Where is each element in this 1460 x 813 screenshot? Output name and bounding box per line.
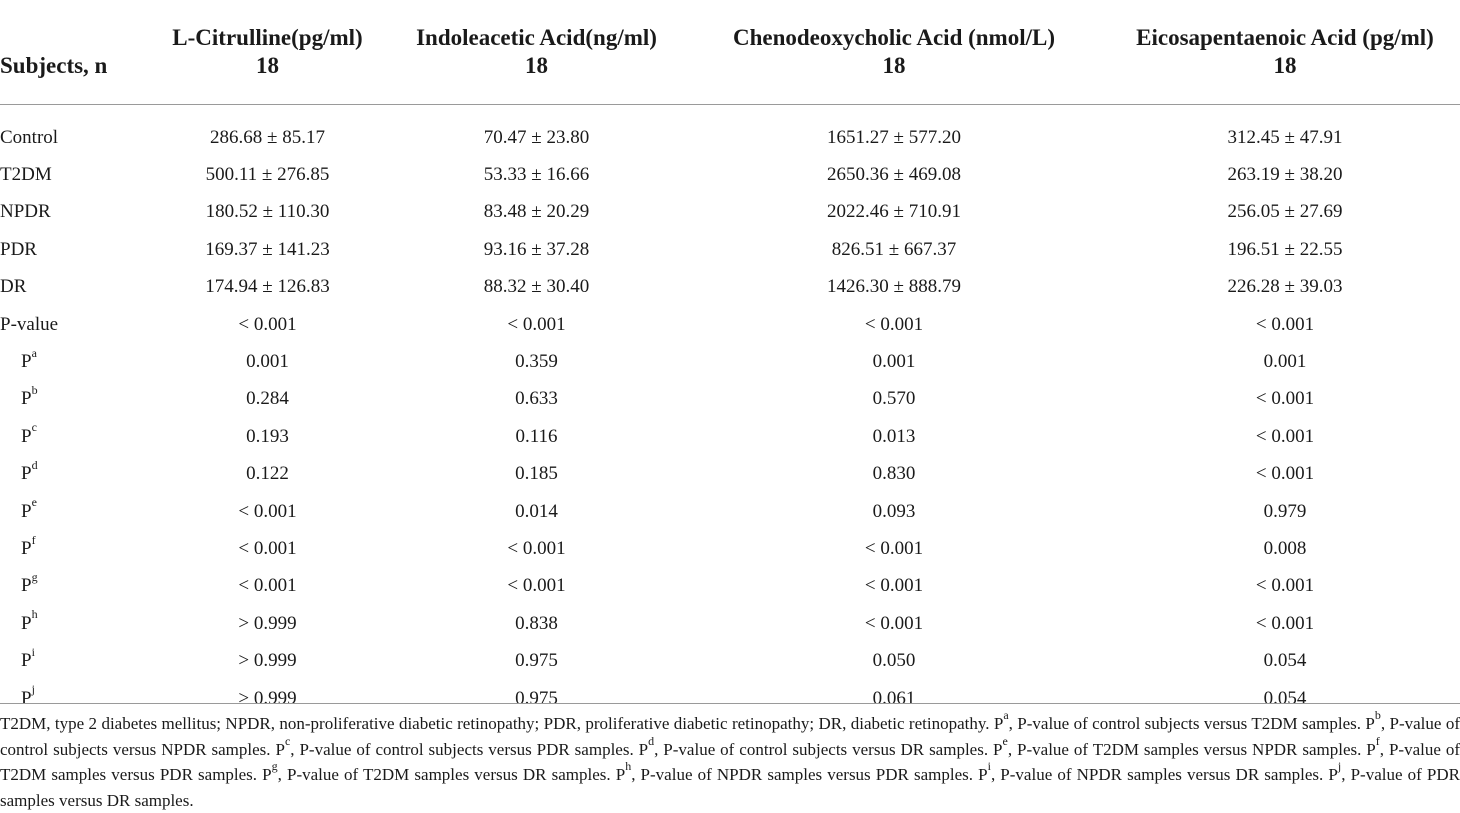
table-cell: 2650.36 ± 469.08: [827, 164, 961, 186]
header-cell-chenodeoxycholic-acid: [678, 0, 1110, 105]
table-cell: 0.050: [872, 650, 916, 672]
footnote-superscript: i: [987, 759, 991, 774]
table-cell: < 0.001: [238, 313, 297, 335]
table-footnote: [0, 708, 1460, 813]
table-cell: 0.093: [872, 500, 916, 522]
table-cell: < 0.001: [864, 537, 924, 559]
table-cell: < 0.001: [507, 537, 566, 559]
footnote-text: T2DM, type 2 diabetes mellitus; NPDR, non-proliferative diabetic retinopathy; PDR, proliferative diabetic retinopathy; DR, diabetic retinopathy. P: [0, 714, 1004, 733]
footnote-superscript: e: [1002, 733, 1008, 748]
header-title: Indoleacetic Acid(ng/ml): [416, 25, 657, 50]
table-row: [0, 231, 1460, 268]
footnote-superscript: j: [1337, 759, 1342, 774]
footnote-text: , P-value of control subjects versus PDR samples. P: [290, 739, 649, 759]
table-cell: < 0.001: [238, 500, 297, 522]
header-n-value: 18: [882, 53, 906, 78]
table-cell: > 0.999: [238, 650, 297, 672]
footnote-superscript: h: [625, 759, 632, 774]
footnote-text: , P-value of T2DM samples versus PDR samples. P: [0, 739, 1460, 784]
table-row: [0, 269, 1460, 306]
row-label: [0, 269, 140, 306]
row-label-superscript: h: [31, 607, 38, 622]
table-cell: 1651.27 ± 577.20: [827, 126, 961, 148]
table-cell: 263.19 ± 38.20: [1227, 164, 1343, 186]
table-cell: > 0.999: [238, 687, 297, 709]
table-cell: 196.51 ± 22.55: [1227, 238, 1343, 260]
table-cell: 0.359: [515, 351, 558, 373]
row-label-text: P: [21, 425, 32, 447]
header-n-value: 18: [256, 53, 279, 78]
table-cell: 0.193: [246, 425, 289, 447]
table-cell: 0.284: [246, 388, 289, 410]
row-label: [0, 493, 140, 530]
row-label: [0, 119, 140, 156]
table-row: [0, 381, 1460, 418]
row-label-superscript: a: [31, 345, 37, 360]
table-cell: < 0.001: [1255, 463, 1315, 485]
header-n-value: 18: [1273, 53, 1297, 78]
footnote-text: , P-value of PDR samples versus DR samples.: [0, 765, 1460, 810]
row-label-text: P: [21, 687, 32, 709]
table-row: [0, 568, 1460, 605]
table-cell: > 0.999: [238, 612, 297, 634]
table-cell: < 0.001: [864, 612, 924, 634]
row-label-text: T2DM: [0, 164, 52, 186]
row-label: [0, 156, 140, 193]
footnote-text: , P-value of T2DM samples versus DR samples. P: [277, 765, 626, 784]
table-row: [0, 642, 1460, 679]
table-cell: 180.52 ± 110.30: [205, 201, 330, 223]
table-cell: 0.001: [246, 351, 289, 373]
header-row: [0, 0, 1460, 105]
table-cell: 0.979: [1263, 500, 1307, 522]
row-label-text: PDR: [0, 238, 37, 260]
row-label: [0, 568, 140, 605]
header-title: Eicosapentaenoic Acid (pg/ml): [1136, 25, 1434, 50]
table-cell: 174.94 ± 126.83: [205, 276, 330, 298]
footnote-text: , P-value of control subjects versus NPDR samples. P: [0, 714, 1460, 759]
table-row: [0, 119, 1460, 156]
row-label-text: DR: [0, 276, 27, 298]
table-row: [0, 194, 1460, 231]
table-cell: 2022.46 ± 710.91: [827, 201, 961, 223]
row-label-text: P: [21, 612, 32, 634]
table-cell: 0.061: [872, 687, 916, 709]
row-label-text: P: [21, 537, 32, 559]
row-label: [0, 642, 140, 679]
table-cell: 169.37 ± 141.23: [205, 238, 330, 260]
row-label-text: P: [21, 575, 32, 597]
footnote-superscript: b: [1374, 708, 1381, 723]
table-cell: 53.33 ± 16.66: [483, 164, 590, 186]
table-cell: 93.16 ± 37.28: [483, 238, 590, 260]
row-label-text: P: [21, 650, 32, 672]
table-cell: < 0.001: [1255, 575, 1315, 597]
row-label-text: Control: [0, 126, 59, 148]
table-cell: 0.570: [872, 388, 916, 410]
row-label-superscript: f: [31, 532, 36, 547]
table-cell: 0.633: [515, 388, 558, 410]
table-cell: 0.116: [515, 425, 558, 447]
table-row: [0, 456, 1460, 493]
row-label-superscript: b: [31, 383, 38, 398]
row-label: [0, 456, 140, 493]
table-cell: < 0.001: [238, 575, 297, 597]
row-label: [0, 418, 140, 455]
table-cell: 0.054: [1263, 687, 1307, 709]
table-cell: < 0.001: [1255, 388, 1315, 410]
footnote-superscript: a: [1003, 708, 1009, 723]
header-cell-l-citrulline: [140, 0, 395, 105]
footnote-superscript: g: [271, 759, 278, 774]
footnote-text: , P-value of control subjects versus DR samples. P: [654, 739, 1003, 759]
table-cell: 0.975: [515, 650, 558, 672]
table-row: [0, 156, 1460, 193]
table-row: [0, 418, 1460, 455]
row-label-superscript: e: [31, 495, 37, 510]
row-label-text: P: [21, 463, 32, 485]
table-cell: 0.054: [1263, 650, 1307, 672]
table-cell: 826.51 ± 667.37: [831, 238, 957, 260]
row-label: [0, 605, 140, 642]
table-cell: < 0.001: [507, 575, 566, 597]
row-label-superscript: g: [31, 570, 38, 585]
header-cell-eicosapentaenoic-acid: [1110, 0, 1460, 105]
table-cell: 226.28 ± 39.03: [1227, 276, 1343, 298]
footnote-text: , P-value of NPDR samples versus DR samples. P: [990, 765, 1338, 784]
row-label-text: P: [21, 500, 32, 522]
table-cell: 500.11 ± 276.85: [205, 164, 330, 186]
table-cell: < 0.001: [864, 575, 924, 597]
table-cell: 0.001: [1263, 351, 1307, 373]
table-cell: < 0.001: [1255, 612, 1315, 634]
table-cell: 83.48 ± 20.29: [483, 201, 590, 223]
table-row: [0, 605, 1460, 642]
footnote-text: , P-value of T2DM samples versus NPDR samples. P: [1007, 739, 1376, 759]
table-cell: 0.008: [1263, 537, 1307, 559]
table-row: [0, 343, 1460, 380]
footnote-text: , P-value of NPDR samples versus PDR samples. P: [631, 765, 988, 784]
table-cell: 70.47 ± 23.80: [483, 126, 590, 148]
footnote-superscript: d: [648, 733, 655, 748]
table-cell: 88.32 ± 30.40: [483, 276, 590, 298]
footnote-text: , P-value of control subjects versus T2DM samples. P: [1008, 714, 1375, 733]
table-cell: 0.975: [515, 687, 558, 709]
table-cell: 0.830: [872, 463, 916, 485]
row-label: [0, 231, 140, 268]
row-label: [0, 381, 140, 418]
table-row: [0, 530, 1460, 567]
table-cell: < 0.001: [238, 537, 297, 559]
table-cell: 312.45 ± 47.91: [1227, 126, 1343, 148]
row-label-superscript: c: [31, 420, 37, 435]
row-label-text: NPDR: [0, 201, 51, 223]
row-label-superscript: d: [31, 457, 38, 472]
header-cell-subjects: [0, 0, 140, 105]
row-label-superscript: i: [31, 644, 35, 659]
table-header: [0, 0, 1460, 105]
row-label-superscript: j: [31, 682, 35, 697]
table-cell: 0.014: [515, 500, 558, 522]
table-cell: 0.013: [872, 425, 916, 447]
table-cell: 286.68 ± 85.17: [210, 126, 325, 148]
row-label: [0, 343, 140, 380]
table-bottom-rule: [0, 703, 1460, 704]
table-cell: 0.122: [246, 463, 289, 485]
header-title: L-Citrulline(pg/ml): [172, 25, 363, 50]
header-n-value: 18: [525, 53, 548, 78]
row-label-text: P-value: [0, 313, 59, 335]
table-cell: 1426.30 ± 888.79: [827, 276, 961, 298]
row-label-text: P: [21, 388, 32, 410]
header-subjects-label: Subjects, n: [0, 53, 108, 78]
table-cell: < 0.001: [507, 313, 566, 335]
table-cell: < 0.001: [864, 313, 924, 335]
row-label: [0, 306, 140, 343]
table-cell: < 0.001: [1255, 425, 1315, 447]
table-body: [0, 105, 1460, 718]
header-cell-indoleacetic-acid: [395, 0, 678, 105]
footnote-superscript: c: [284, 733, 291, 748]
table-row: [0, 306, 1460, 343]
table-row: [0, 493, 1460, 530]
row-label: [0, 194, 140, 231]
table-cell: 0.001: [872, 351, 916, 373]
header-spacer: [0, 105, 1460, 120]
header-title: Chenodeoxycholic Acid (nmol/L): [732, 25, 1055, 50]
table-cell: 0.185: [515, 463, 558, 485]
table-cell: 0.838: [515, 612, 558, 634]
table-cell: < 0.001: [1255, 313, 1315, 335]
table-cell: 256.05 ± 27.69: [1227, 201, 1343, 223]
footnote-superscript: f: [1375, 733, 1380, 748]
row-label-text: P: [21, 351, 32, 373]
row-label: [0, 530, 140, 567]
